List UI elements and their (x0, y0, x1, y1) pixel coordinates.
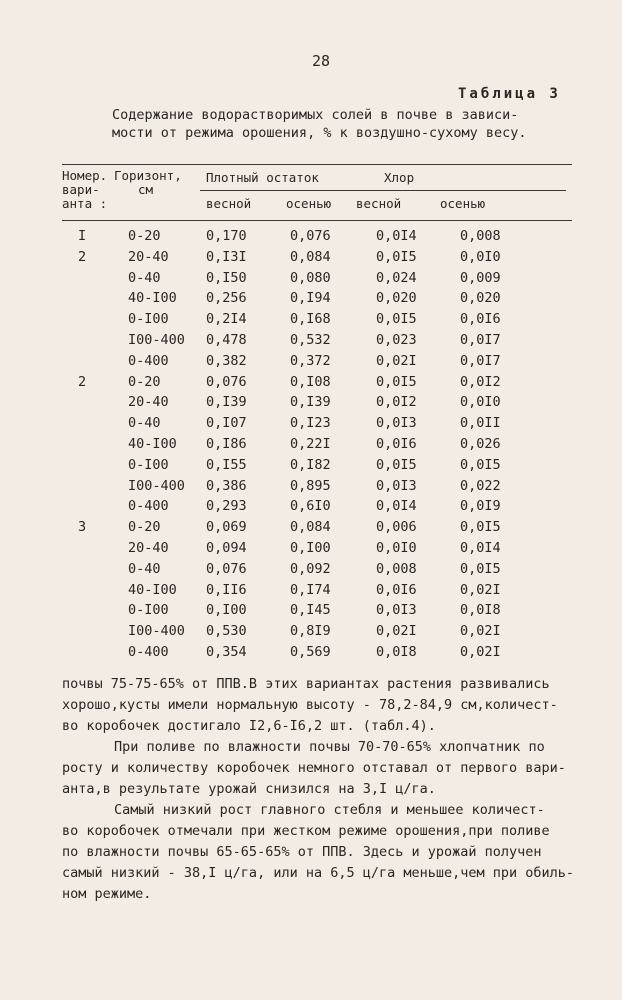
dry-residue-spring-cell: 0,2I4 (206, 311, 247, 328)
header-variant-line: анта : (62, 196, 108, 211)
chlorine-autumn-cell: 0,026 (460, 435, 501, 452)
chlorine-spring-cell: 0,0I3 (376, 602, 417, 619)
horizon-cell: 0-I00 (128, 311, 169, 328)
dry-residue-autumn-cell: 0,I68 (290, 311, 331, 328)
table-row (0, 415, 622, 436)
table-body (0, 228, 622, 665)
dry-residue-autumn-cell: 0,895 (290, 477, 331, 494)
dry-residue-autumn-cell: 0,22I (290, 435, 331, 452)
chlorine-autumn-cell: 0,0I0 (460, 248, 501, 265)
chlorine-autumn-cell: 0,022 (460, 477, 501, 494)
chlorine-spring-cell: 0,0I0 (376, 539, 417, 556)
caption-line: мости от режима орошения, % к воздушно-сухому весу. (112, 125, 527, 141)
dry-residue-spring-cell: 0,293 (206, 498, 247, 515)
variant-cell: 3 (78, 519, 87, 536)
dry-residue-spring-cell: 0,530 (206, 623, 247, 640)
table-row (0, 478, 622, 499)
header-chlorine: Хлор (384, 170, 415, 185)
dry-residue-autumn-cell: 0,084 (290, 519, 331, 536)
chlorine-spring-cell: 0,008 (376, 560, 417, 577)
header-variant-line: Номер. (62, 168, 108, 183)
horizon-cell: 0-40 (128, 269, 161, 286)
chlorine-spring-cell: 0,0I5 (376, 373, 417, 390)
chlorine-spring-cell: 0,0I5 (376, 248, 417, 265)
table-label: Таблица 3 (458, 86, 561, 102)
chlorine-autumn-cell: 0,0I7 (460, 352, 501, 369)
chlorine-autumn-cell: 0,0I5 (460, 456, 501, 473)
dry-residue-spring-cell: 0,256 (206, 290, 247, 307)
dry-residue-spring-cell: 0,069 (206, 519, 247, 536)
chlorine-autumn-cell: 0,020 (460, 290, 501, 307)
header-spring: весной (206, 196, 252, 211)
horizon-cell: 40-I00 (128, 435, 177, 452)
horizon-cell: 0-20 (128, 228, 161, 244)
body-text-line: самый низкий - 38,I ц/га, или на 6,5 ц/га меньше,чем при обиль- (62, 865, 575, 881)
horizon-cell: 0-40 (128, 560, 161, 577)
horizon-cell: 0-I00 (128, 456, 169, 473)
horizon-cell: I00-400 (128, 623, 185, 640)
chlorine-spring-cell: 0,0I8 (376, 643, 417, 660)
dry-residue-autumn-cell: 0,I94 (290, 290, 331, 307)
table-row (0, 602, 622, 623)
table-row (0, 436, 622, 457)
horizon-cell: 20-40 (128, 394, 169, 411)
chlorine-spring-cell: 0,0I2 (376, 394, 417, 411)
dry-residue-autumn-cell: 0,6I0 (290, 498, 331, 515)
body-text-line: хорошо,кусты имели нормальную высоту - 78,2-84,9 см,количест- (62, 697, 558, 713)
dry-residue-spring-cell: 0,I39 (206, 394, 247, 411)
header-autumn: осенью (440, 196, 486, 211)
horizon-cell: 0-400 (128, 498, 169, 515)
chlorine-spring-cell: 0,023 (376, 331, 417, 348)
dry-residue-autumn-cell: 0,I39 (290, 394, 331, 411)
table-row (0, 249, 622, 270)
header-horizon: Горизонт, (114, 168, 182, 183)
body-text-line: При поливе по влажности почвы 70-70-65% хлопчатник по (114, 739, 545, 755)
horizon-cell: 0-400 (128, 643, 169, 660)
chlorine-autumn-cell: 0,0I5 (460, 519, 501, 536)
chlorine-autumn-cell: 0,02I (460, 623, 501, 640)
dry-residue-spring-cell: 0,382 (206, 352, 247, 369)
header-bottom-rule (62, 220, 572, 221)
dry-residue-spring-cell: 0,076 (206, 373, 247, 390)
table-row (0, 353, 622, 374)
chlorine-autumn-cell: 0,009 (460, 269, 501, 286)
dry-residue-spring-cell: 0,I3I (206, 248, 247, 265)
header-horizon-unit: см (138, 182, 154, 197)
dry-residue-autumn-cell: 0,084 (290, 248, 331, 265)
dry-residue-autumn-cell: 0,532 (290, 331, 331, 348)
dry-residue-autumn-cell: 0,I23 (290, 415, 331, 432)
chlorine-autumn-cell: 0,0I7 (460, 331, 501, 348)
table-row (0, 311, 622, 332)
chlorine-spring-cell: 0,024 (376, 269, 417, 286)
chlorine-spring-cell: 0,006 (376, 519, 417, 536)
body-text-line: ном режиме. (62, 886, 152, 902)
body-text-line: по влажности почвы 65-65-65% от ППВ. Здесь и урожай получен (62, 844, 542, 860)
horizon-cell: 20-40 (128, 539, 169, 556)
chlorine-autumn-cell: 0,0I9 (460, 498, 501, 515)
chlorine-autumn-cell: 0,0I6 (460, 311, 501, 328)
chlorine-autumn-cell: 0,0I0 (460, 394, 501, 411)
dry-residue-spring-cell: 0,094 (206, 539, 247, 556)
table-row (0, 540, 622, 561)
chlorine-spring-cell: 0,02I (376, 352, 417, 369)
dry-residue-spring-cell: 0,I07 (206, 415, 247, 432)
chlorine-spring-cell: 0,0I3 (376, 477, 417, 494)
dry-residue-spring-cell: 0,386 (206, 477, 247, 494)
chlorine-spring-cell: 0,0I6 (376, 581, 417, 598)
body-text-line: во коробочек достигало I2,6-I6,2 шт. (табл.4). (62, 718, 436, 734)
dry-residue-autumn-cell: 0,076 (290, 228, 331, 244)
dry-residue-spring-cell: 0,I50 (206, 269, 247, 286)
horizon-cell: 0-I00 (128, 602, 169, 619)
header-dry-residue: Плотный остаток (206, 170, 319, 185)
horizon-cell: 0-20 (128, 373, 161, 390)
dry-residue-autumn-cell: 0,092 (290, 560, 331, 577)
dry-residue-spring-cell: 0,076 (206, 560, 247, 577)
dry-residue-autumn-cell: 0,080 (290, 269, 331, 286)
dry-residue-autumn-cell: 0,I00 (290, 539, 331, 556)
chlorine-autumn-cell: 0,008 (460, 228, 501, 244)
chlorine-autumn-cell: 0,0II (460, 415, 501, 432)
dry-residue-autumn-cell: 0,I45 (290, 602, 331, 619)
variant-cell: 2 (78, 248, 87, 265)
chlorine-spring-cell: 0,0I4 (376, 228, 417, 244)
dry-residue-autumn-cell: 0,I82 (290, 456, 331, 473)
chlorine-autumn-cell: 0,0I8 (460, 602, 501, 619)
header-variant-line: вари- (62, 182, 100, 197)
table-row (0, 332, 622, 353)
chlorine-spring-cell: 0,0I3 (376, 415, 417, 432)
dry-residue-spring-cell: 0,I55 (206, 456, 247, 473)
chlorine-autumn-cell: 0,0I5 (460, 560, 501, 577)
horizon-cell: 0-40 (128, 415, 161, 432)
horizon-cell: I00-400 (128, 477, 185, 494)
variant-cell: 2 (78, 373, 87, 390)
body-text (62, 674, 592, 905)
dry-residue-autumn-cell: 0,I74 (290, 581, 331, 598)
horizon-cell: 0-400 (128, 352, 169, 369)
chlorine-spring-cell: 0,0I4 (376, 498, 417, 515)
table-row (0, 519, 622, 540)
dry-residue-spring-cell: 0,170 (206, 228, 247, 244)
table-caption (112, 106, 562, 142)
chlorine-autumn-cell: 0,0I4 (460, 539, 501, 556)
dry-residue-autumn-cell: 0,I08 (290, 373, 331, 390)
dry-residue-spring-cell: 0,II6 (206, 581, 247, 598)
chlorine-spring-cell: 0,0I5 (376, 311, 417, 328)
header-autumn: осенью (286, 196, 332, 211)
dry-residue-autumn-cell: 0,372 (290, 352, 331, 369)
dry-residue-autumn-cell: 0,8I9 (290, 623, 331, 640)
horizon-cell: 0-20 (128, 519, 161, 536)
page-number: 28 (312, 52, 331, 70)
table-row (0, 623, 622, 644)
table-row (0, 394, 622, 415)
dry-residue-spring-cell: 0,478 (206, 331, 247, 348)
table-row (0, 228, 622, 249)
table-row (0, 374, 622, 395)
header-mid-rule (200, 190, 566, 191)
dry-residue-spring-cell: 0,I00 (206, 602, 247, 619)
chlorine-autumn-cell: 0,02I (460, 643, 501, 660)
table-top-rule (62, 164, 572, 165)
dry-residue-autumn-cell: 0,569 (290, 643, 331, 660)
table-row (0, 290, 622, 311)
chlorine-spring-cell: 0,0I6 (376, 435, 417, 452)
body-text-line: почвы 75-75-65% от ППВ.В этих вариантах растения развивались (62, 676, 550, 692)
body-text-line: во коробочек отмечали при жестком режиме орошения,при поливе (62, 823, 550, 839)
header-spring: весной (356, 196, 402, 211)
table-row (0, 561, 622, 582)
horizon-cell: 40-I00 (128, 581, 177, 598)
table-row (0, 644, 622, 665)
chlorine-spring-cell: 0,0I5 (376, 456, 417, 473)
chlorine-spring-cell: 0,02I (376, 623, 417, 640)
body-text-line: Самый низкий рост главного стебля и меньшее количест- (114, 802, 545, 818)
horizon-cell: I00-400 (128, 331, 185, 348)
dry-residue-spring-cell: 0,354 (206, 643, 247, 660)
table-row (0, 270, 622, 291)
variant-cell: I (78, 228, 87, 244)
horizon-cell: 40-I00 (128, 290, 177, 307)
dry-residue-spring-cell: 0,I86 (206, 435, 247, 452)
horizon-cell: 20-40 (128, 248, 169, 265)
chlorine-spring-cell: 0,020 (376, 290, 417, 307)
chlorine-autumn-cell: 0,02I (460, 581, 501, 598)
table-row (0, 498, 622, 519)
table-row (0, 582, 622, 603)
body-text-line: анта,в результате урожай снизился на 3,I ц/га. (62, 781, 436, 797)
body-text-line: росту и количеству коробочек немного отставал от первого вари- (62, 760, 566, 776)
chlorine-autumn-cell: 0,0I2 (460, 373, 501, 390)
caption-line: Содержание водорастворимых солей в почве в зависи- (112, 107, 519, 123)
table-row (0, 457, 622, 478)
